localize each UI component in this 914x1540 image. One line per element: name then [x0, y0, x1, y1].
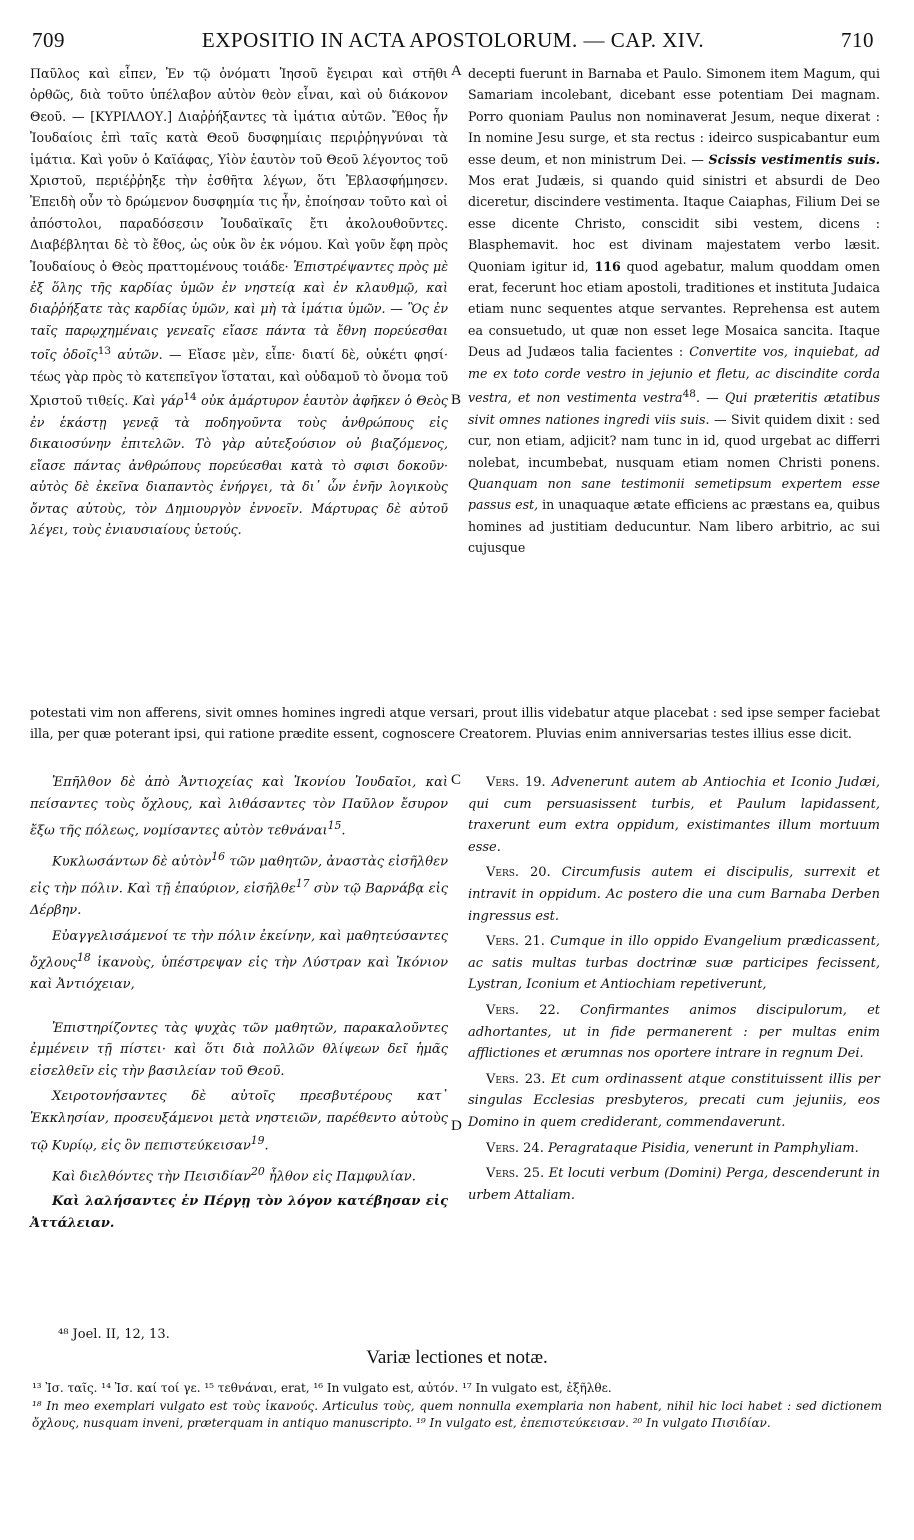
margin-marker-d: D: [451, 1118, 462, 1134]
margin-marker-b: B: [451, 392, 462, 408]
latin-lemma: Scissis vestimentis suis.: [708, 151, 880, 167]
greek-lemma: — Ὃς ἐν ταῖς παρῳχημέναις γενεαῖς εἴασε πάντα τὰ ἔθνη πορεύεσθαι τοῖς ὁδοῖς: [30, 301, 448, 363]
verse-label: Vers. 21.: [486, 934, 545, 950]
greek-verse-25: Καὶ λαλήσαντες ἐν Πέργῃ τὸν λόγον κατέβησαν εἰς Ἀττάλειαν.: [30, 1194, 448, 1232]
full-width-continuation: potestati vim non afferens, sivit omnes homines ingredi atque versari, prout illis videbatur atque placebat : sed ipse semper faciebat illa, per quæ poterant ipsi, qui ratione prædite essent, cognoscere Creatorem. Pluvias enim anniversarias testes illius esse dicit.: [30, 705, 880, 742]
margin-marker-c: C: [451, 772, 462, 788]
margin-marker-a: A: [451, 63, 462, 79]
latin-verse-19: Vers. 19. Advenerunt autem ab Antiochia et Iconio Judæi, qui cum persuasissent turbis, et Paulum lapidassent, traxerunt eum extra oppidum, existimantes illum mortuum esse.: [468, 775, 880, 855]
verse-label: Vers. 24.: [486, 1140, 544, 1156]
greek-commentary-paragraph: Παῦλος καὶ εἶπεν, Ἐν τῷ ὀνόματι Ἰησοῦ ἔγειραι καὶ στῆθι ὀρθῶς, διὰ τοῦτο ὑπέλαβον αὐτὸν θεὸν εἶναι, καὶ οὐ διάκονον Θεοῦ. — [ΚΥΡΙΛΛΟΥ.] Διαῤῥήξαντες τὰ ἱμάτια αὐτῶν. Ἔθος ἦν Ἰουδαίοις ἐπὶ ταῖς κατὰ Θεοῦ δυσφημίαις περιῤῥηγνύναι τὰ ἱμάτια. Καὶ γοῦν ὁ Καϊάφας, Υἱὸν ἑαυτὸν τοῦ Θεοῦ λέγοντος τοῦ Χριστοῦ, περιέῤῥηξε τὴν ἐσθῆτα λέγων, ὅτι Ἐβλασφήμησεν. Ἐπειδὴ οὖν τὸ δρώμενον δυσφημία τις ἦν, ἐποίησαν τοῦτο καὶ οἱ ἀπόστολοι, παραδόσεσιν Ἰουδαϊκαῖς ἔτι ἀκολουθοῦντες. Διαβέβληται δὲ τὸ ἔθος, ὡς οὐκ ὂν ἐκ νόμου. Καὶ γοῦν ἔφη πρὸς Ἰουδαίους ὁ Θεὸς πραττομένους τοιάδε· Ἐπιστρέψαντες πρὸς μὲ ἐξ ὅλης τῆς καρδίας ὑμῶν ἐν νηστείᾳ καὶ ἐν κλαυθμῷ, καὶ διαῤῥήξατε τὰς καρδίας ὑμῶν, καὶ μὴ τὰ ἱμάτια ὑμῶν. — Ὃς ἐν ταῖς παρῳχημέναις γενεαῖς εἴασε πάντα τὰ ἔθνη πορεύεσθαι τοῖς ὁδοῖς$^{13}$ αὐτῶν. — Εἴασε μὲν, εἶπε· διατί δὲ, οὐκέτι φησί· τέως γὰρ πρὸς τὸ κατεπεῖγον ἵσταται, καὶ οὐδαμοῦ τὸ ὄνομα τοῦ Χριστοῦ τιθείς. Καὶ γάρ$^{14}$ οὐκ ἀμάρτυρον ἑαυτὸν ἀφῆκεν ὁ Θεὸς ἐν ἑκάστῃ γενεᾷ τὰ ποδηγοῦντα τοὺς ἀνθρώπους εἰς δικαιοσύνην ἐπιτελῶν. Τὸ γὰρ αὐτεξούσιον οὐ βιαζόμενος, εἴασε πάντας ἀνθρώπους πορεύεσθαι κατὰ τὸ σφισι δοκοῦν· αὐτὸς δὲ ἐκεῖνα διαπαντὸς ἐνήργει, τὰ δι᾽ ὧν ἐνῆν λογικοὺς ὄντας αὐτοὺς, τὸν Δημιουργὸν ἐννοεῖν. Μάρτυρας δὲ αὐτοῦ λέγει, τοὺς ἐνιαυσιαίους ὑετούς.: [30, 66, 448, 537]
greek-verse-22: Ἐπιστηρίζοντες τὰς ψυχὰς τῶν μαθητῶν, παρακαλοῦντες ἐμμένειν τῇ πίστει· καὶ ὅτι διὰ πολλῶν θλίψεων δεῖ ἡμᾶς εἰσελθεῖν εἰς τὴν βασιλείαν τοῦ Θεοῦ.: [30, 1020, 448, 1079]
verse-label: Vers. 19.: [486, 775, 546, 790]
variant-readings-notes: [32, 1380, 882, 1433]
latin-commentary-column: [468, 63, 880, 559]
greek-commentary-column: [30, 63, 448, 540]
biblical-reference-footnote: ⁴⁸ Joel. II, 12, 13.: [58, 1327, 170, 1342]
greek-verse-23: Χειροτονήσαντες δὲ αὐτοῖς πρεσβυτέρους κατ᾽ Ἐκκλησίαν, προσευξάμενοι μετὰ νηστειῶν, παρέθεντο αὐτοὺς τῷ Κυρίῳ, εἰς ὃν πεπιστεύκεισαν$^{19}$.: [30, 1089, 448, 1153]
greek-verse-19: Ἐπῆλθον δὲ ἀπὸ Ἀντιοχείας καὶ Ἰκονίου Ἰουδαῖοι, καὶ πείσαντες τοὺς ὄχλους, καὶ λιθάσαντες τὸν Παῦλον ἔσυρον ἔξω τῆς πόλεως, νομίσαντες αὐτὸν τεθνάναι$^{15}$.: [30, 775, 448, 839]
greek-verse-20: Κυκλωσάντων δὲ αὐτὸν$^{16}$ τῶν μαθητῶν, ἀναστὰς εἰσῆλθεν εἰς τὴν πόλιν. Καὶ τῇ ἐπαύριον, εἰσῆλθε$^{17}$ σὺν τῷ Βαρνάβᾳ εἰς Δέρβην.: [30, 850, 448, 918]
latin-verse-22: Vers. 22. Confirmantes animos discipulorum, et adhortantes, ut in fide permanerent : per multas enim afflictiones et ærumnas nos oportere intrare in regnum Dei.: [468, 1002, 881, 1062]
running-header: [32, 28, 874, 58]
verse-label: Vers. 20.: [486, 865, 551, 881]
greek-verse-24: Καὶ διελθόντες τὴν Πεισιδίαν$^{20}$ ἦλθον εἰς Παμφυλίαν.: [52, 1164, 416, 1184]
latin-verse-20: Vers. 20. Circumfusis autem ei discipulis, surrexit et intravit in oppidum. Ac postero die una cum Barnaba Derben ingressus est.: [468, 865, 880, 924]
verse-label: Vers. 23.: [486, 1071, 546, 1087]
note-line: ¹³ Ἰσ. ταῖς. ¹⁴ Ἰσ. καί τοί γε. ¹⁵ τεθνάναι, erat, ¹⁶ In vulgato est, αὐτόν. ¹⁷ In vulgato est, ἐξῆλθε.: [32, 1381, 612, 1395]
footnote-ref-13: 13: [97, 345, 112, 358]
verse-label: Vers. 25.: [486, 1166, 545, 1182]
latin-commentary-paragraph: decepti fuerunt in Barnaba et Paulo. Simonem item Magum, qui Samariam incolebant, dicebant esse potentiam Dei magnam. Porro quoniam Paulus non nominaverat Jesum, neque dixerat : In nomine Jesu surge, et sta rectus : ideirco suspicabantur eum esse deum, et non ministrum Dei. — Scissis vestimentis suis. Mos erat Judæis, si quando quid sinistri et absurdi de Deo diceretur, discindere vestimenta. Itaque Caiaphas, Filium Dei se esse dicente Christo, conscidit sibi vestem, dicens : Blasphemavit. hoc est divinam majestatem verbo læsit. Quoniam igitur id, 116 quod agebatur, malum quoddam omen erat, fecerunt hoc etiam apostoli, traditiones et instituta Judaica etiam nunc sequentes atque servantes. Reprehensa est autem ea consuetudo, ut quæ non esset lege Mosaica sancita. Itaque Deus ad Judæos talia facientes : Convertite vos, inquiebat, ad me ex toto corde vestro in jejunio et fletu, ac discindite corda vestra, et non vestimenta vestra$^{48}$. — Qui præteritis ætatibus sivit omnes nationes ingredi viis suis. — Sivit quidem dixit : sed cur, non etiam, adjicit? nam tunc in id, quod urgebat ac differri nolebat, incumbebat, nusquam etiam nomen Christi ponens. Quanquam non sane testimonii semetipsum expertem esse passus est, in unaquaque ætate efficiens ac præstans ea, quibus homines ad justitiam deducuntur. Nam libero arbitrio, ac sui cujusque: [468, 66, 880, 556]
greek-verse-21: Εὐαγγελισάμενοί τε τὴν πόλιν ἐκείνην, καὶ μαθητεύσαντες ὄχλους$^{18}$ ἱκανοὺς, ὑπέστρεψαν εἰς τὴν Λύστραν καὶ Ἰκόνιον καὶ Ἀντιόχειαν,: [30, 928, 448, 993]
footnote-ref-14: 14: [183, 391, 197, 404]
footnote-ref-48: 48: [682, 388, 696, 401]
latin-verse-25: Vers. 25. Et locuti verbum (Domini) Perga, descenderunt in urbem Attaliam.: [468, 1166, 880, 1203]
greek-quotation: Ἐπιστρέψαντες πρὸς μὲ ἐξ ὅλης τῆς καρδίας ὑμῶν ἐν νηστείᾳ καὶ ἐν κλαυθμῷ, καὶ διαῤῥήξατε τὰς καρδίας ὑμῶν, καὶ μὴ τὰ ἱμάτια ὑμῶν.: [30, 258, 448, 317]
page-number-left: 709: [32, 28, 65, 52]
latin-verse-21: Vers. 21. Cumque in illo oppido Evangelium prædicassent, ac satis multas turbas doctrinæ suæ participes fecissent, Lystran, Iconium et Antiochiam repetiverunt,: [468, 934, 880, 993]
note-line: ¹⁸ In meo exemplari vulgato est τοὺς ἱκανούς. Articulus τοὺς, quem nonnulla exemplaria non habent, nihil hic loci habet : sed dictionem ὄχλους, nusquam inveni, præterquam in antiquo manuscripto. ¹⁹ In vulgato est, ἐπεπιστεύκεισαν. ²⁰ In vulgato Πισιδίαν.: [32, 1398, 882, 1430]
greek-verses-column: [30, 772, 448, 1239]
notes-heading: Variæ lectiones et notæ.: [366, 1347, 548, 1368]
latin-verses-column: [468, 772, 880, 1210]
latin-verse-23: Vers. 23. Et cum ordinassent atque constituissent illis per singulas Ecclesias presbyteros, precati cum jejuniis, eos Domino in quem crediderant, commendaverunt.: [468, 1071, 880, 1130]
column-number: 116: [594, 258, 621, 274]
page-title: EXPOSITIO IN ACTA APOSTOLORUM. — CAP. XIV.: [201, 28, 705, 52]
latin-quotation: Convertite vos, inquiebat, ad me ex toto corde vestro in jejunio et fletu, ac discindite corda vestra, et non vestimenta vestra: [468, 344, 880, 406]
page-number-right: 710: [840, 28, 874, 52]
latin-verse-24: Vers. 24. Peragrataque Pisidia, venerunt in Pamphyliam.: [486, 1140, 859, 1156]
verse-label: Vers. 22.: [486, 1002, 560, 1018]
